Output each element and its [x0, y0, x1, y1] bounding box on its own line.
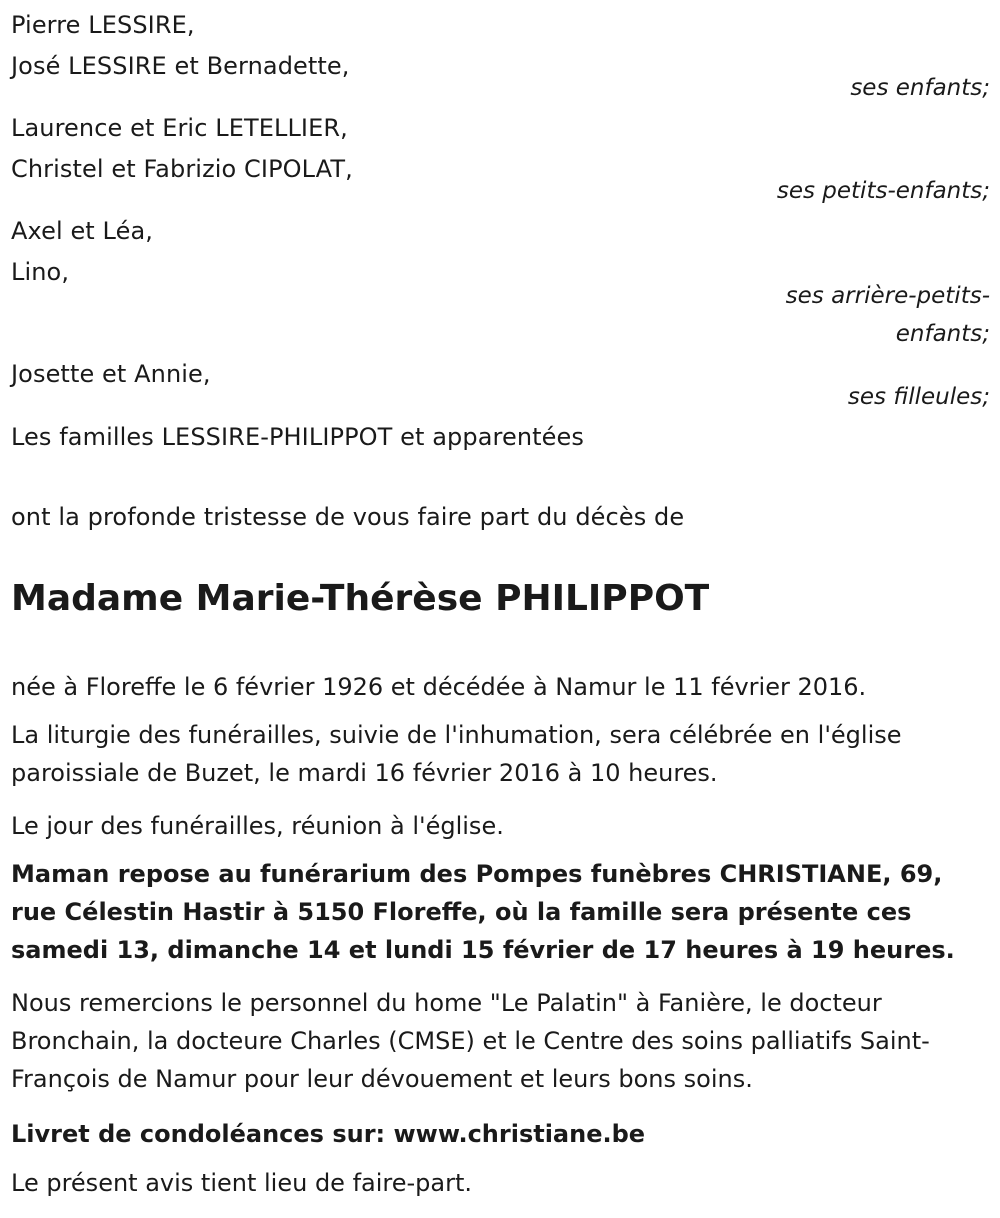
grandchild-name-1: Laurence et Eric LETELLIER, [11, 114, 348, 142]
great-grandchildren-role-line1: ses arrière-petits- [785, 283, 990, 309]
child-name-1: Pierre LESSIRE, [11, 11, 195, 39]
grandchildren-role: ses petits-enfants; [776, 178, 990, 204]
meeting-text: Le jour des funérailles, réunion à l'église. [11, 812, 504, 840]
birth-death-text: née à Floreffe le 6 février 1926 et décédée à Namur le 11 février 2016. [11, 673, 867, 701]
goddaughter-names: Josette et Annie, [11, 360, 211, 388]
announcement-text: ont la profonde tristesse de vous faire part du décès de [11, 503, 685, 531]
children-role: ses enfants; [850, 75, 990, 101]
condolences-text: Livret de condoléances sur: www.christiane.be [11, 1120, 646, 1148]
funeral-text: La liturgie des funérailles, suivie de l'inhumation, sera célébrée en l'église paroissiale de Buzet, le mardi 16 février 2016 à 10 heures. [11, 721, 902, 787]
great-grandchild-name-1: Axel et Léa, [11, 217, 154, 245]
notice-text: Le présent avis tient lieu de faire-part. [11, 1169, 473, 1197]
goddaughters-role: ses filleules; [847, 384, 990, 410]
visitation-text: Maman repose au funérarium des Pompes funèbres CHRISTIANE, 69, rue Célestin Hastir à 5150 Floreffe, où la famille sera présente ces samedi 13, dimanche 14 et lundi 15 février de 17 heures à 19 heures. [11, 860, 955, 964]
deceased-name: Madame Marie-Thérèse PHILIPPOT [11, 578, 710, 619]
child-name-2: José LESSIRE et Bernadette, [11, 52, 350, 80]
great-grandchild-name-2: Lino, [11, 258, 70, 286]
related-families: Les familles LESSIRE-PHILIPPOT et apparentées [11, 423, 584, 451]
thanks-text: Nous remercions le personnel du home "Le Palatin" à Fanière, le docteur Bronchain, la docteure Charles (CMSE) et le Centre des soins palliatifs Saint-François de Namur pour leur dévouement et leurs bons soins. [11, 989, 930, 1093]
grandchild-name-2: Christel et Fabrizio CIPOLAT, [11, 155, 353, 183]
great-grandchildren-role-line2: enfants; [895, 321, 990, 347]
